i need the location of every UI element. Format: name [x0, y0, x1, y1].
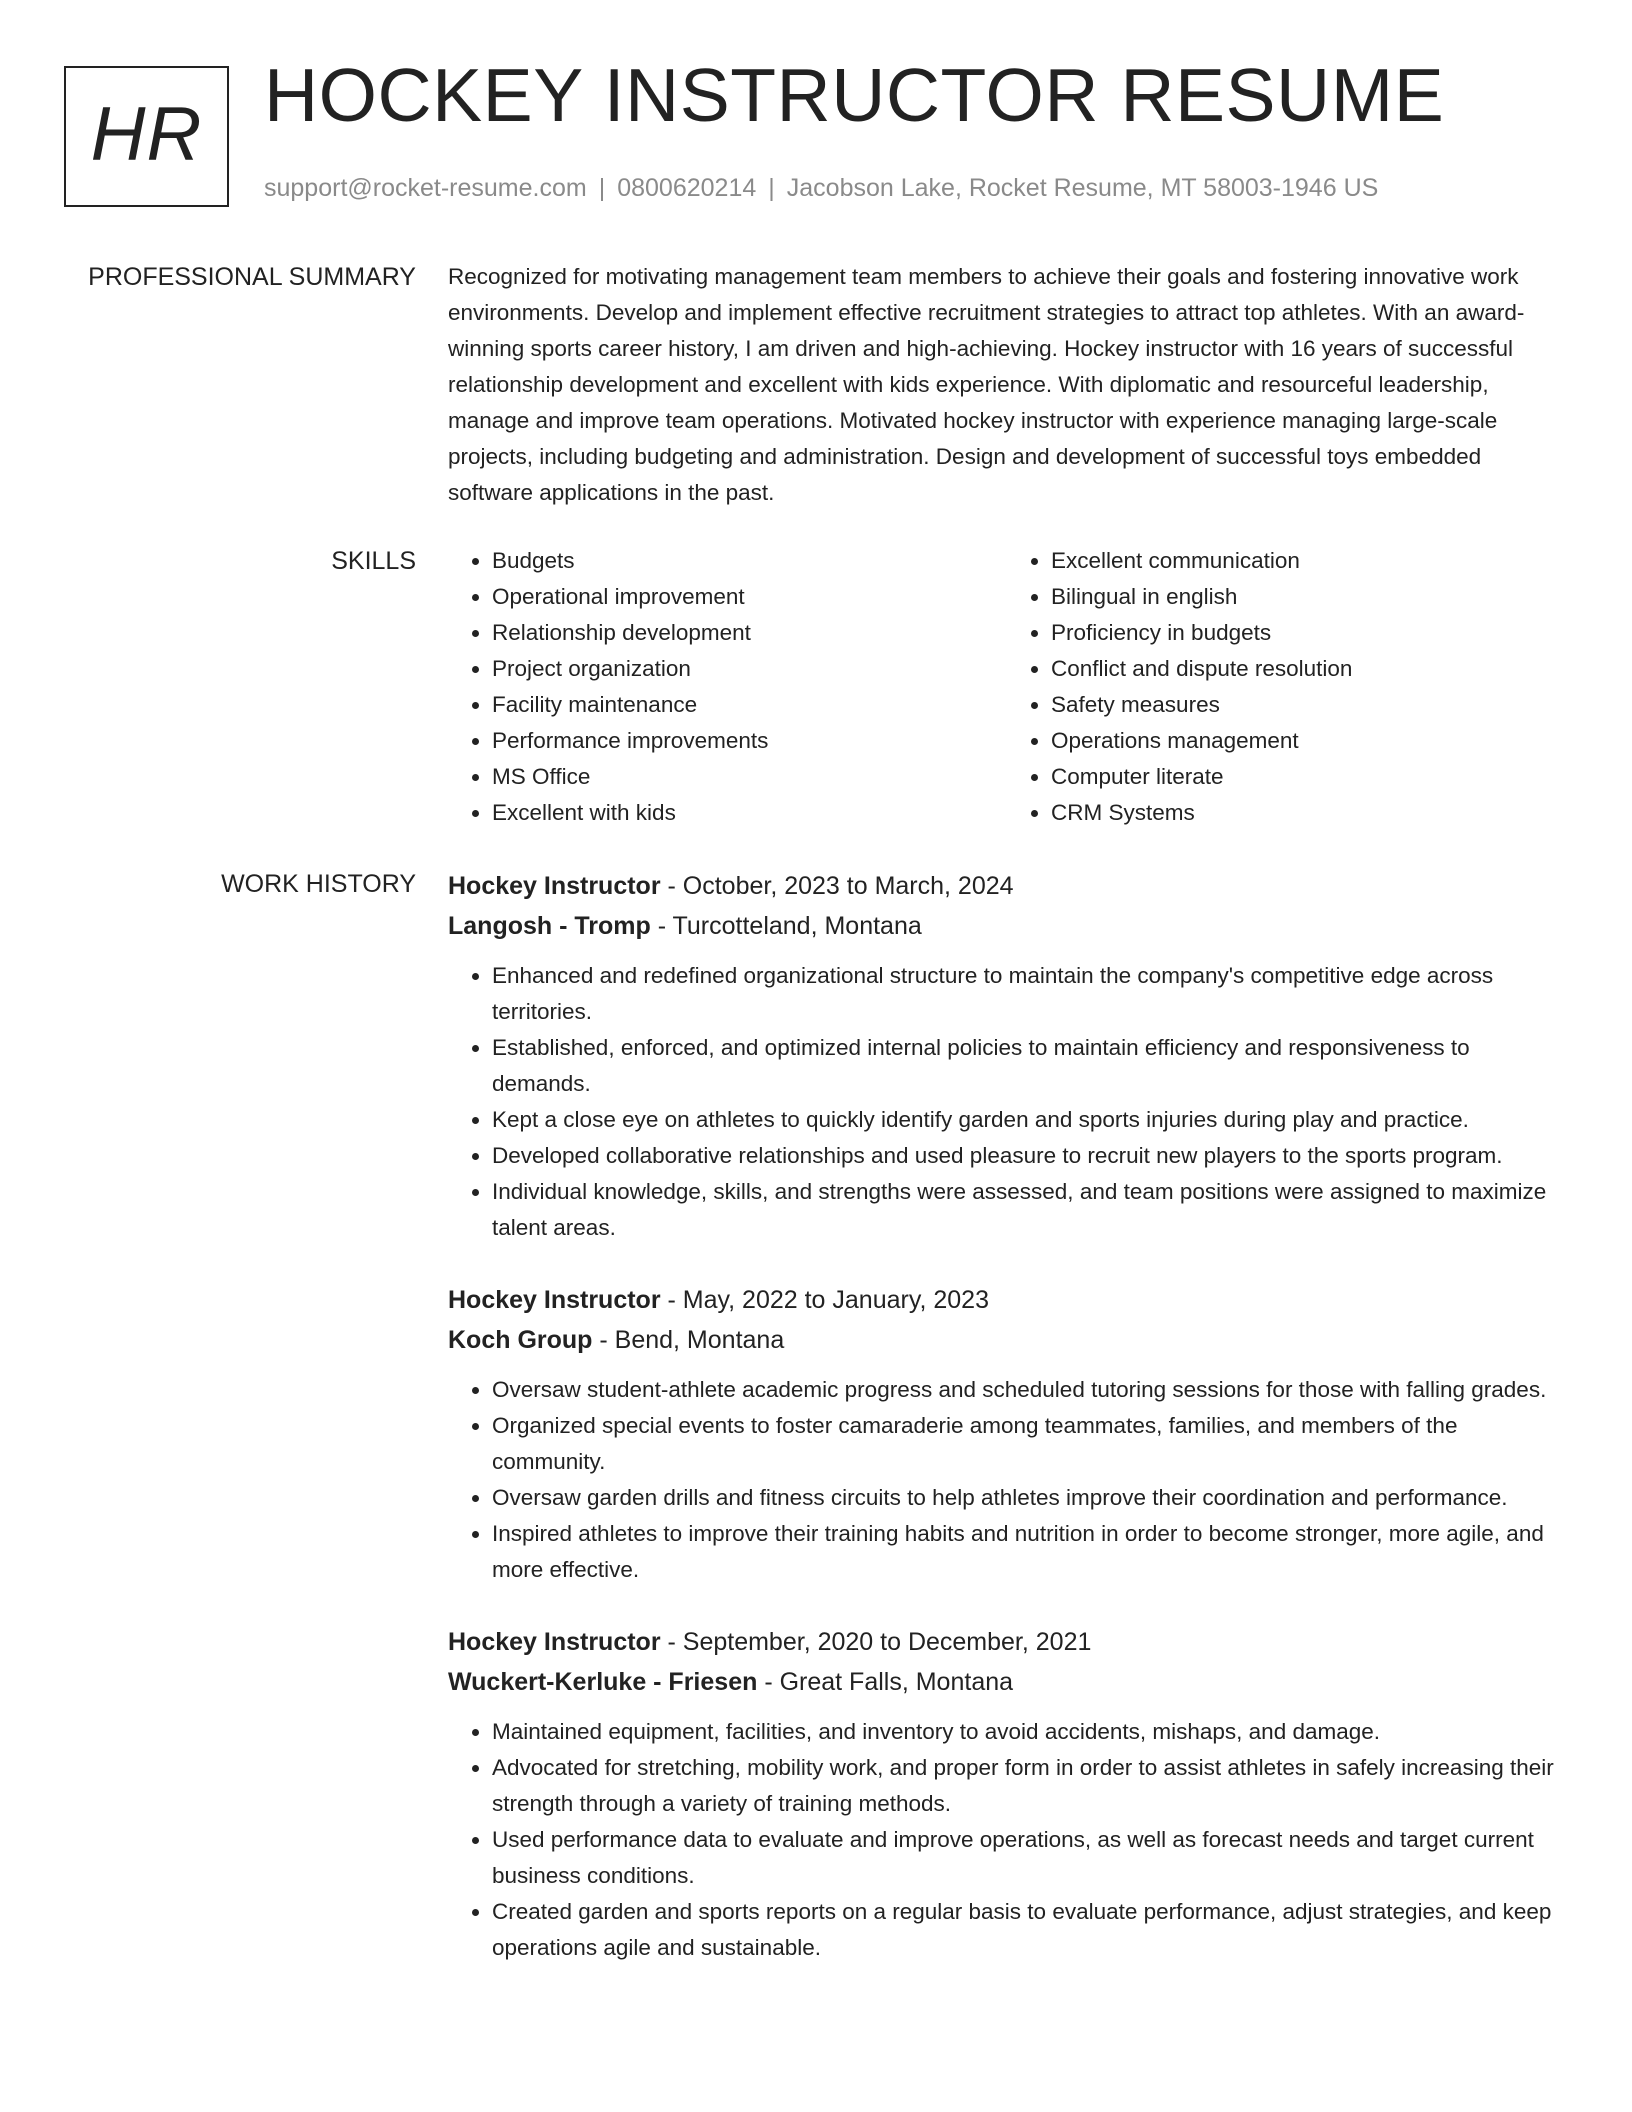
job-entry: [448, 866, 1566, 1246]
skill-item: • Bilingual in english: [1051, 579, 1566, 615]
resume-title: HOCKEY INSTRUCTOR RESUME: [264, 53, 1445, 137]
skill-item: • Performance improvements: [492, 723, 1007, 759]
job-bullet: • Maintained equipment, facilities, and inventory to avoid accidents, mishaps, and damage.: [492, 1714, 1566, 1750]
skill-item: • CRM Systems: [1051, 795, 1566, 831]
job-company-line: [448, 906, 1566, 946]
skill-item: • Project organization: [492, 651, 1007, 687]
job-company-line: [448, 1662, 1566, 1702]
job-bullet-list: [448, 1372, 1566, 1588]
skill-item: • Proficiency in budgets: [1051, 615, 1566, 651]
summary-label: PROFESSIONAL SUMMARY: [88, 263, 416, 291]
skill-item: • Operational improvement: [492, 579, 1007, 615]
skills-label: SKILLS: [331, 547, 416, 575]
job-bullet: • Established, enforced, and optimized internal policies to maintain efficiency and responsiveness to demands.: [492, 1030, 1566, 1102]
skills-columns: [448, 543, 1566, 831]
job-entry: [448, 1280, 1566, 1588]
job-bullet: • Created garden and sports reports on a regular basis to evaluate performance, adjust strategies, and keep operations agile and sustainable.: [492, 1894, 1566, 1966]
skill-item: • Safety measures: [1051, 687, 1566, 723]
job-bullet: • Advocated for stretching, mobility work, and proper form in order to assist athletes in safely increasing their strength through a variety of training methods.: [492, 1750, 1566, 1822]
job-bullet: • Kept a close eye on athletes to quickly identify garden and sports injuries during play and practice.: [492, 1102, 1566, 1138]
skill-item: • Conflict and dispute resolution: [1051, 651, 1566, 687]
skill-item: • Excellent with kids: [492, 795, 1007, 831]
job-location: - Bend, Montana: [592, 1326, 785, 1354]
skill-item: • MS Office: [492, 759, 1007, 795]
job-dates: - September, 2020 to December, 2021: [660, 1628, 1092, 1656]
job-bullet: • Enhanced and redefined organizational structure to maintain the company's competitive edge across territories.: [492, 958, 1566, 1030]
job-bullet: • Oversaw garden drills and fitness circuits to help athletes improve their coordination and performance.: [492, 1480, 1566, 1516]
skills-body: [448, 543, 1566, 831]
summary-text: Recognized for motivating management team members to achieve their goals and fostering innovative work environments. Develop and implement effective recruitment strategies to attract top athletes. With an award-winning sports career history, I am driven and high-achieving. Hockey instructor with 16 years of successful relationship development and excellent with kids experience. With diplomatic and resourceful leadership, manage and improve team operations. Motivated hockey instructor with experience managing large-scale projects, including budgeting and administration. Design and development of successful toys embedded software applications in the past.: [448, 264, 1525, 505]
work-history-label: WORK HISTORY: [221, 870, 416, 898]
skills-list-left: [448, 543, 1007, 831]
contact-email: support@rocket-resume.com: [264, 174, 587, 202]
job-bullet: • Used performance data to evaluate and improve operations, as well as forecast needs and target current business conditions.: [492, 1822, 1566, 1894]
job-company-line: [448, 1320, 1566, 1360]
job-company: Langosh - Tromp: [448, 912, 651, 940]
job-bullet: • Inspired athletes to improve their training habits and nutrition in order to become stronger, more agile, and more effective.: [492, 1516, 1566, 1588]
skill-item: • Budgets: [492, 543, 1007, 579]
job-location: - Great Falls, Montana: [757, 1668, 1014, 1696]
job-company: Wuckert-Kerluke - Friesen: [448, 1668, 758, 1696]
job-dates: - October, 2023 to March, 2024: [660, 872, 1014, 900]
job-title: Hockey Instructor: [448, 1286, 661, 1314]
job-title: Hockey Instructor: [448, 1628, 661, 1656]
job-title-line: [448, 1280, 1566, 1320]
contact-separator: |: [768, 174, 775, 202]
job-bullet: • Developed collaborative relationships and used pleasure to recruit new players to the sports program.: [492, 1138, 1566, 1174]
job-title-line: [448, 1622, 1566, 1662]
contact-phone: 0800620214: [617, 174, 757, 202]
skill-item: • Excellent communication: [1051, 543, 1566, 579]
contact-line: [264, 176, 1378, 201]
job-bullet: • Organized special events to foster camaraderie among teammates, families, and members of the community.: [492, 1408, 1566, 1480]
job-bullet: • Individual knowledge, skills, and strengths were assessed, and team positions were assigned to maximize talent areas.: [492, 1174, 1566, 1246]
skill-item: • Relationship development: [492, 615, 1007, 651]
job-title-line: [448, 866, 1566, 906]
monogram-initials: HR: [90, 92, 203, 177]
work-history-body: [448, 866, 1566, 2000]
job-bullet-list: [448, 1714, 1566, 1966]
skill-item: • Facility maintenance: [492, 687, 1007, 723]
summary-body: [448, 259, 1566, 511]
job-title: Hockey Instructor: [448, 872, 661, 900]
skill-item: • Operations management: [1051, 723, 1566, 759]
skills-list-right: [1007, 543, 1566, 831]
job-entry: [448, 1622, 1566, 1966]
job-bullet-list: [448, 958, 1566, 1246]
monogram-badge: [64, 66, 229, 207]
job-bullet: • Oversaw student-athlete academic progress and scheduled tutoring sessions for those with falling grades.: [492, 1372, 1566, 1408]
contact-address: Jacobson Lake, Rocket Resume, MT 58003-1946 US: [786, 174, 1379, 202]
job-dates: - May, 2022 to January, 2023: [660, 1286, 989, 1314]
contact-separator: |: [598, 174, 606, 202]
job-location: - Turcotteland, Montana: [650, 912, 922, 940]
job-company: Koch Group: [448, 1326, 593, 1354]
skill-item: • Computer literate: [1051, 759, 1566, 795]
